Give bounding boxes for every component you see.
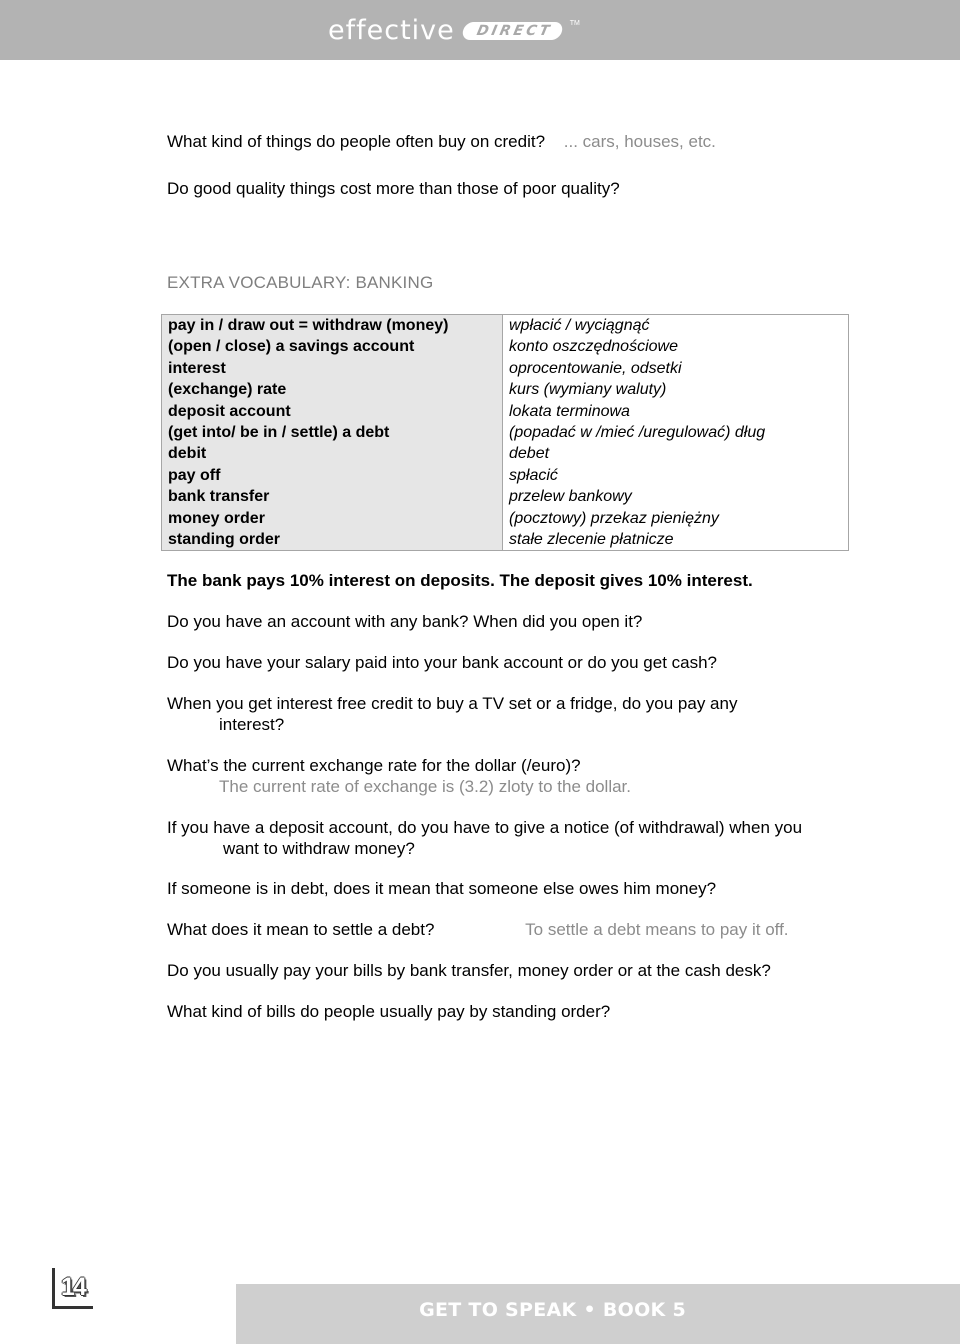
answer-text: The current rate of exchange is (3.2) zloty to the dollar.	[219, 777, 631, 796]
book-title: GET TO SPEAK • BOOK 5	[419, 1299, 686, 1321]
vocabulary-table	[161, 314, 849, 551]
polish-term: stałe zlecenie płatnicze	[509, 531, 674, 549]
question-text: What does it mean to settle a debt?	[167, 920, 435, 939]
brand-trademark: TM	[569, 19, 580, 27]
polish-term: kurs (wymiany waluty)	[509, 381, 667, 399]
english-term: pay off	[168, 466, 221, 484]
english-term: pay in / draw out = withdraw (money)	[168, 317, 449, 334]
polish-term: debet	[509, 445, 550, 463]
english-term: (get into/ be in / settle) a debt	[168, 424, 390, 442]
question-standing-order: What kind of bills do people usually pay by standing order?	[167, 1002, 611, 1021]
question-exchange-rate	[167, 755, 631, 797]
english-terms-cell	[162, 315, 503, 551]
question-deposit-notice	[167, 817, 802, 859]
example-sentence: The bank pays 10% interest on deposits. The deposit gives 10% interest.	[167, 571, 753, 590]
english-term: (exchange) rate	[168, 381, 287, 399]
english-term: interest	[168, 359, 226, 377]
question-line: interest?	[219, 715, 285, 734]
answer-text: To settle a debt means to pay it off.	[525, 920, 789, 939]
question-salary: Do you have your salary paid into your bank account or do you get cash?	[167, 653, 718, 672]
english-term: standing order	[168, 531, 281, 549]
polish-term: spłacić	[509, 466, 558, 484]
header-bar	[0, 0, 960, 60]
brand-badge: DIRECT	[461, 22, 564, 40]
english-term: deposit account	[168, 402, 291, 420]
polish-term: wpłacić / wyciągnąć	[509, 317, 650, 334]
english-term: debit	[168, 445, 207, 463]
question-interest-free-credit	[167, 693, 737, 735]
question-line: What’s the current exchange rate for the dollar (/euro)?	[167, 756, 581, 775]
brand-logo	[328, 14, 580, 48]
answer-text: ... cars, houses, etc.	[563, 132, 716, 151]
page-number-box	[52, 1268, 93, 1309]
polish-term: lokata terminowa	[509, 402, 630, 420]
question-text: Do good quality things cost more than those of poor quality?	[167, 179, 620, 198]
question-pay-bills: Do you usually pay your bills by bank transfer, money order or at the cash desk?	[167, 961, 771, 980]
footer-strip	[236, 1284, 960, 1344]
polish-terms-cell	[503, 315, 849, 551]
polish-term: przelew bankowy	[509, 488, 632, 506]
question-credit	[167, 131, 716, 152]
question-line: want to withdraw money?	[223, 839, 415, 858]
english-term: (open / close) a savings account	[168, 338, 415, 356]
question-line: When you get interest free credit to buy a TV set or a fridge, do you pay any	[167, 694, 738, 713]
section-title: EXTRA VOCABULARY: BANKING	[167, 273, 434, 292]
question-quality	[167, 178, 620, 199]
question-text: What kind of things do people often buy on credit?	[167, 132, 546, 151]
polish-term: (pocztowy) przekaz pieniężny	[509, 509, 719, 527]
polish-term: konto oszczędnościowe	[509, 338, 678, 356]
question-settle-debt	[167, 919, 789, 940]
brand-word: effective	[328, 15, 455, 46]
page-number: 14	[61, 1273, 85, 1301]
polish-term: oprocentowanie, odsetki	[509, 359, 682, 377]
question-line: If you have a deposit account, do you have to give a notice (of withdrawal) when you	[167, 818, 803, 837]
question-in-debt: If someone is in debt, does it mean that someone else owes him money?	[167, 879, 717, 898]
question-bank-account: Do you have an account with any bank? When did you open it?	[167, 612, 643, 631]
english-term: bank transfer	[168, 488, 270, 506]
english-term: money order	[168, 509, 265, 527]
polish-term: (popadać w /mieć /uregulować) dług	[509, 424, 766, 442]
